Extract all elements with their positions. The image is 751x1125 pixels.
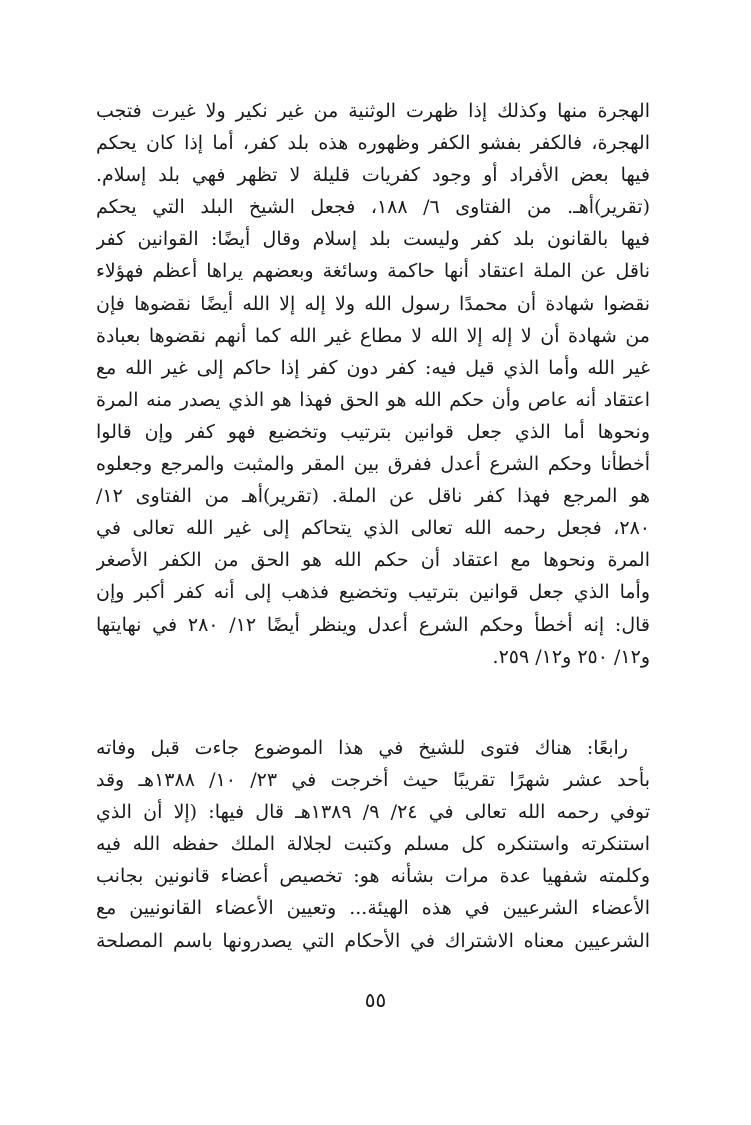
text-line: ونحوها أما الذي جعل قوانين بترتيب وتخضيع فهو كفر وإن قالوا — [96, 420, 650, 443]
text-line: (تقرير)أهـ. من الفتاوى ٦/ ١٨٨، فجعل الشيخ البلد التي يحكم — [96, 196, 650, 219]
text-line: الأعضاء الشرعيين في هذه الهيئة... وتعيين الأعضاء القانونيين مع — [96, 897, 650, 920]
text-line: وأما الذي جعل قوانين بترتيب وتخضيع فذهب إلى أنه كفر أكبر وإن — [96, 581, 650, 604]
paragraph-1 — [96, 95, 650, 673]
text-line: الهجرة، فالكفر بفشو الكفر وظهوره هذه بلد كفر، أما إذا كان يحكم — [96, 132, 650, 155]
text-line: من شهادة أن لا إله إلا الله لا مطاع غير الله كما أنهم نقضوها بعبادة — [96, 324, 650, 347]
text-line: و١٢/ ٢٥٠ و١٢/ ٢٥٩. — [492, 645, 650, 668]
text-line: ٢٨٠، فجعل رحمه الله تعالى الذي يتحاكم إلى غير الله تعالى في — [96, 517, 650, 540]
text-line: بأحد عشر شهرًا تقريبًا حيث أخرجت في ٢٣/ ١٠/ ١٣٨٨هـ وقد — [96, 769, 650, 792]
text-line: غير الله وأما الذي قيل فيه: كفر دون كفر إذا حاكم إلى غير الله مع — [96, 356, 650, 379]
text-line: توفي رحمه الله تعالى في ٢٤/ ٩/ ١٣٨٩هـ قال فيها: (إلا أن الذي — [96, 801, 650, 824]
text-line: ناقل عن الملة اعتقاد أنها حاكمة وسائغة وبعضهم يراها أعظم فهؤلاء — [96, 260, 650, 283]
page-number: ٥٥ — [364, 988, 387, 1012]
text-line: الشرعيين معناه الاشتراك في الأحكام التي يصدرونها باسم المصلحة — [96, 929, 650, 952]
text-line: نقضوا شهادة أن محمدًا رسول الله ولا إله إلا الله أيضًا نقضوها فإن — [96, 292, 650, 315]
text-line: رابعًا: هناك فتوى للشيخ في هذا الموضوع جاءت قبل وفاته — [96, 737, 628, 759]
paragraph-2 — [96, 732, 650, 957]
text-line: المرة ونحوها مع اعتقاد أن حكم الله هو الحق من الكفر الأصغر — [96, 549, 650, 572]
text-line: وكلمته شفهيا عدة مرات بشأنه هو: تخصيص أعضاء قانونين بجانب — [96, 865, 650, 888]
text-line: أخطأنا وحكم الشرع أعدل ففرق بين المقر والمثبت والمرجع وجعلوه — [96, 453, 650, 476]
text-line: قال: إنه أخطأ وحكم الشرع أعدل وينظر أيضًا ١٢/ ٢٨٠ في نهايتها — [96, 613, 650, 636]
text-line: فيها بالقانون بلد كفر وليست بلد إسلام وقال أيضًا: القوانين كفر — [96, 228, 650, 251]
text-line: استنكرته واستنكره كل مسلم وكتبت لجلالة الملك حفظه الله فيه — [96, 833, 650, 856]
text-line: الهجرة منها وكذلك إذا ظهرت الوثنية من غير نكير ولا غيرت فتجب — [96, 100, 650, 122]
text-line: فيها بعض الأفراد أو وجود كفريات قليلة لا تظهر فهي بلد إسلام. — [96, 164, 650, 187]
text-line: اعتقاد أنه عاص وأن حكم الله هو الحق فهذا هو الذي يصدر منه المرة — [96, 388, 650, 411]
text-line: هو المرجع فهذا كفر ناقل عن الملة. (تقرير)أهـ من الفتاوى ١٢/ — [96, 485, 650, 508]
